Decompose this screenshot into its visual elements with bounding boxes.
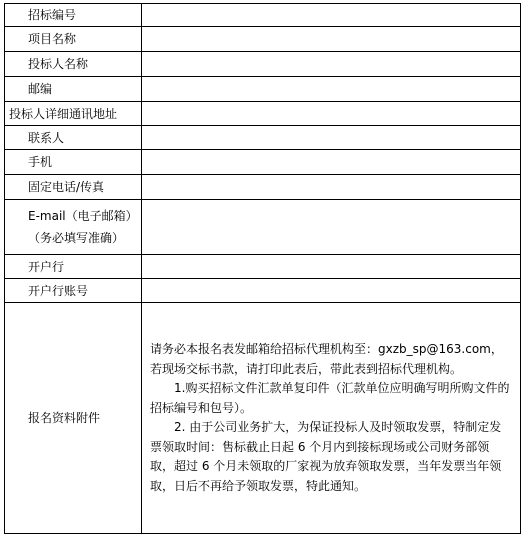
table-row — [5, 175, 521, 200]
postcode-field[interactable] — [142, 77, 521, 102]
table-row — [5, 200, 521, 255]
bidder-name-label: 投标人名称 — [5, 52, 142, 77]
bank-account-label: 开户行账号 — [5, 279, 142, 303]
table-row — [5, 102, 521, 126]
invoice-notice-text: 2. 由于公司业务扩大，为保证投标人及时领取发票，特制定发票领取时间：售标截止日起 6 个月内到接标现场或公司财务部领取，超过 6 个月未领取的厂家视为放弃领取发票，当年发票当年领取，日后不再给予领取发票，特此通知。 — [150, 420, 502, 493]
attachment-notes — [142, 303, 521, 534]
bank-account-field[interactable] — [142, 279, 521, 303]
table-row — [5, 77, 521, 102]
email-label — [5, 200, 142, 255]
bid-number-label: 招标编号 — [5, 4, 142, 27]
contact-person-label: 联系人 — [5, 126, 142, 150]
mobile-label: 手机 — [5, 150, 142, 175]
project-name-field[interactable] — [142, 27, 521, 52]
email-field[interactable] — [142, 200, 521, 255]
bank-field[interactable] — [142, 255, 521, 279]
table-row — [5, 27, 521, 52]
email-label-line1: E-mail（电子邮箱） — [28, 209, 138, 223]
phone-fax-field[interactable] — [142, 175, 521, 200]
project-name-label: 项目名称 — [5, 27, 142, 52]
remittance-note-text: 1.购买招标文件汇款单复印件（汇款单位应明确写明所购文件的招标编号和包号）。 — [150, 381, 510, 415]
bidder-name-field[interactable] — [142, 52, 521, 77]
table-row — [5, 126, 521, 150]
table-row — [5, 150, 521, 175]
registration-form-table — [4, 3, 521, 534]
table-row — [5, 255, 521, 279]
address-label: 投标人详细通讯地址 — [5, 102, 142, 126]
bank-label: 开户行 — [5, 255, 142, 279]
email-label-line2: （务必填写准确） — [28, 231, 125, 245]
table-row — [5, 303, 521, 534]
mobile-field[interactable] — [142, 150, 521, 175]
email-instruction-text: 请务必本报名表发邮箱给招标代理机构至：gxzb_sp@163.com，若现场交标书款，请打印此表后，带此表到招标代理机构。 — [150, 342, 503, 376]
table-row — [5, 279, 521, 303]
contact-person-field[interactable] — [142, 126, 521, 150]
address-field[interactable] — [142, 102, 521, 126]
bid-number-field[interactable] — [142, 4, 521, 27]
phone-fax-label: 固定电话/传真 — [5, 175, 142, 200]
table-row — [5, 52, 521, 77]
attachment-label: 报名资料附件 — [5, 303, 142, 534]
postcode-label: 邮编 — [5, 77, 142, 102]
table-row — [5, 4, 521, 27]
